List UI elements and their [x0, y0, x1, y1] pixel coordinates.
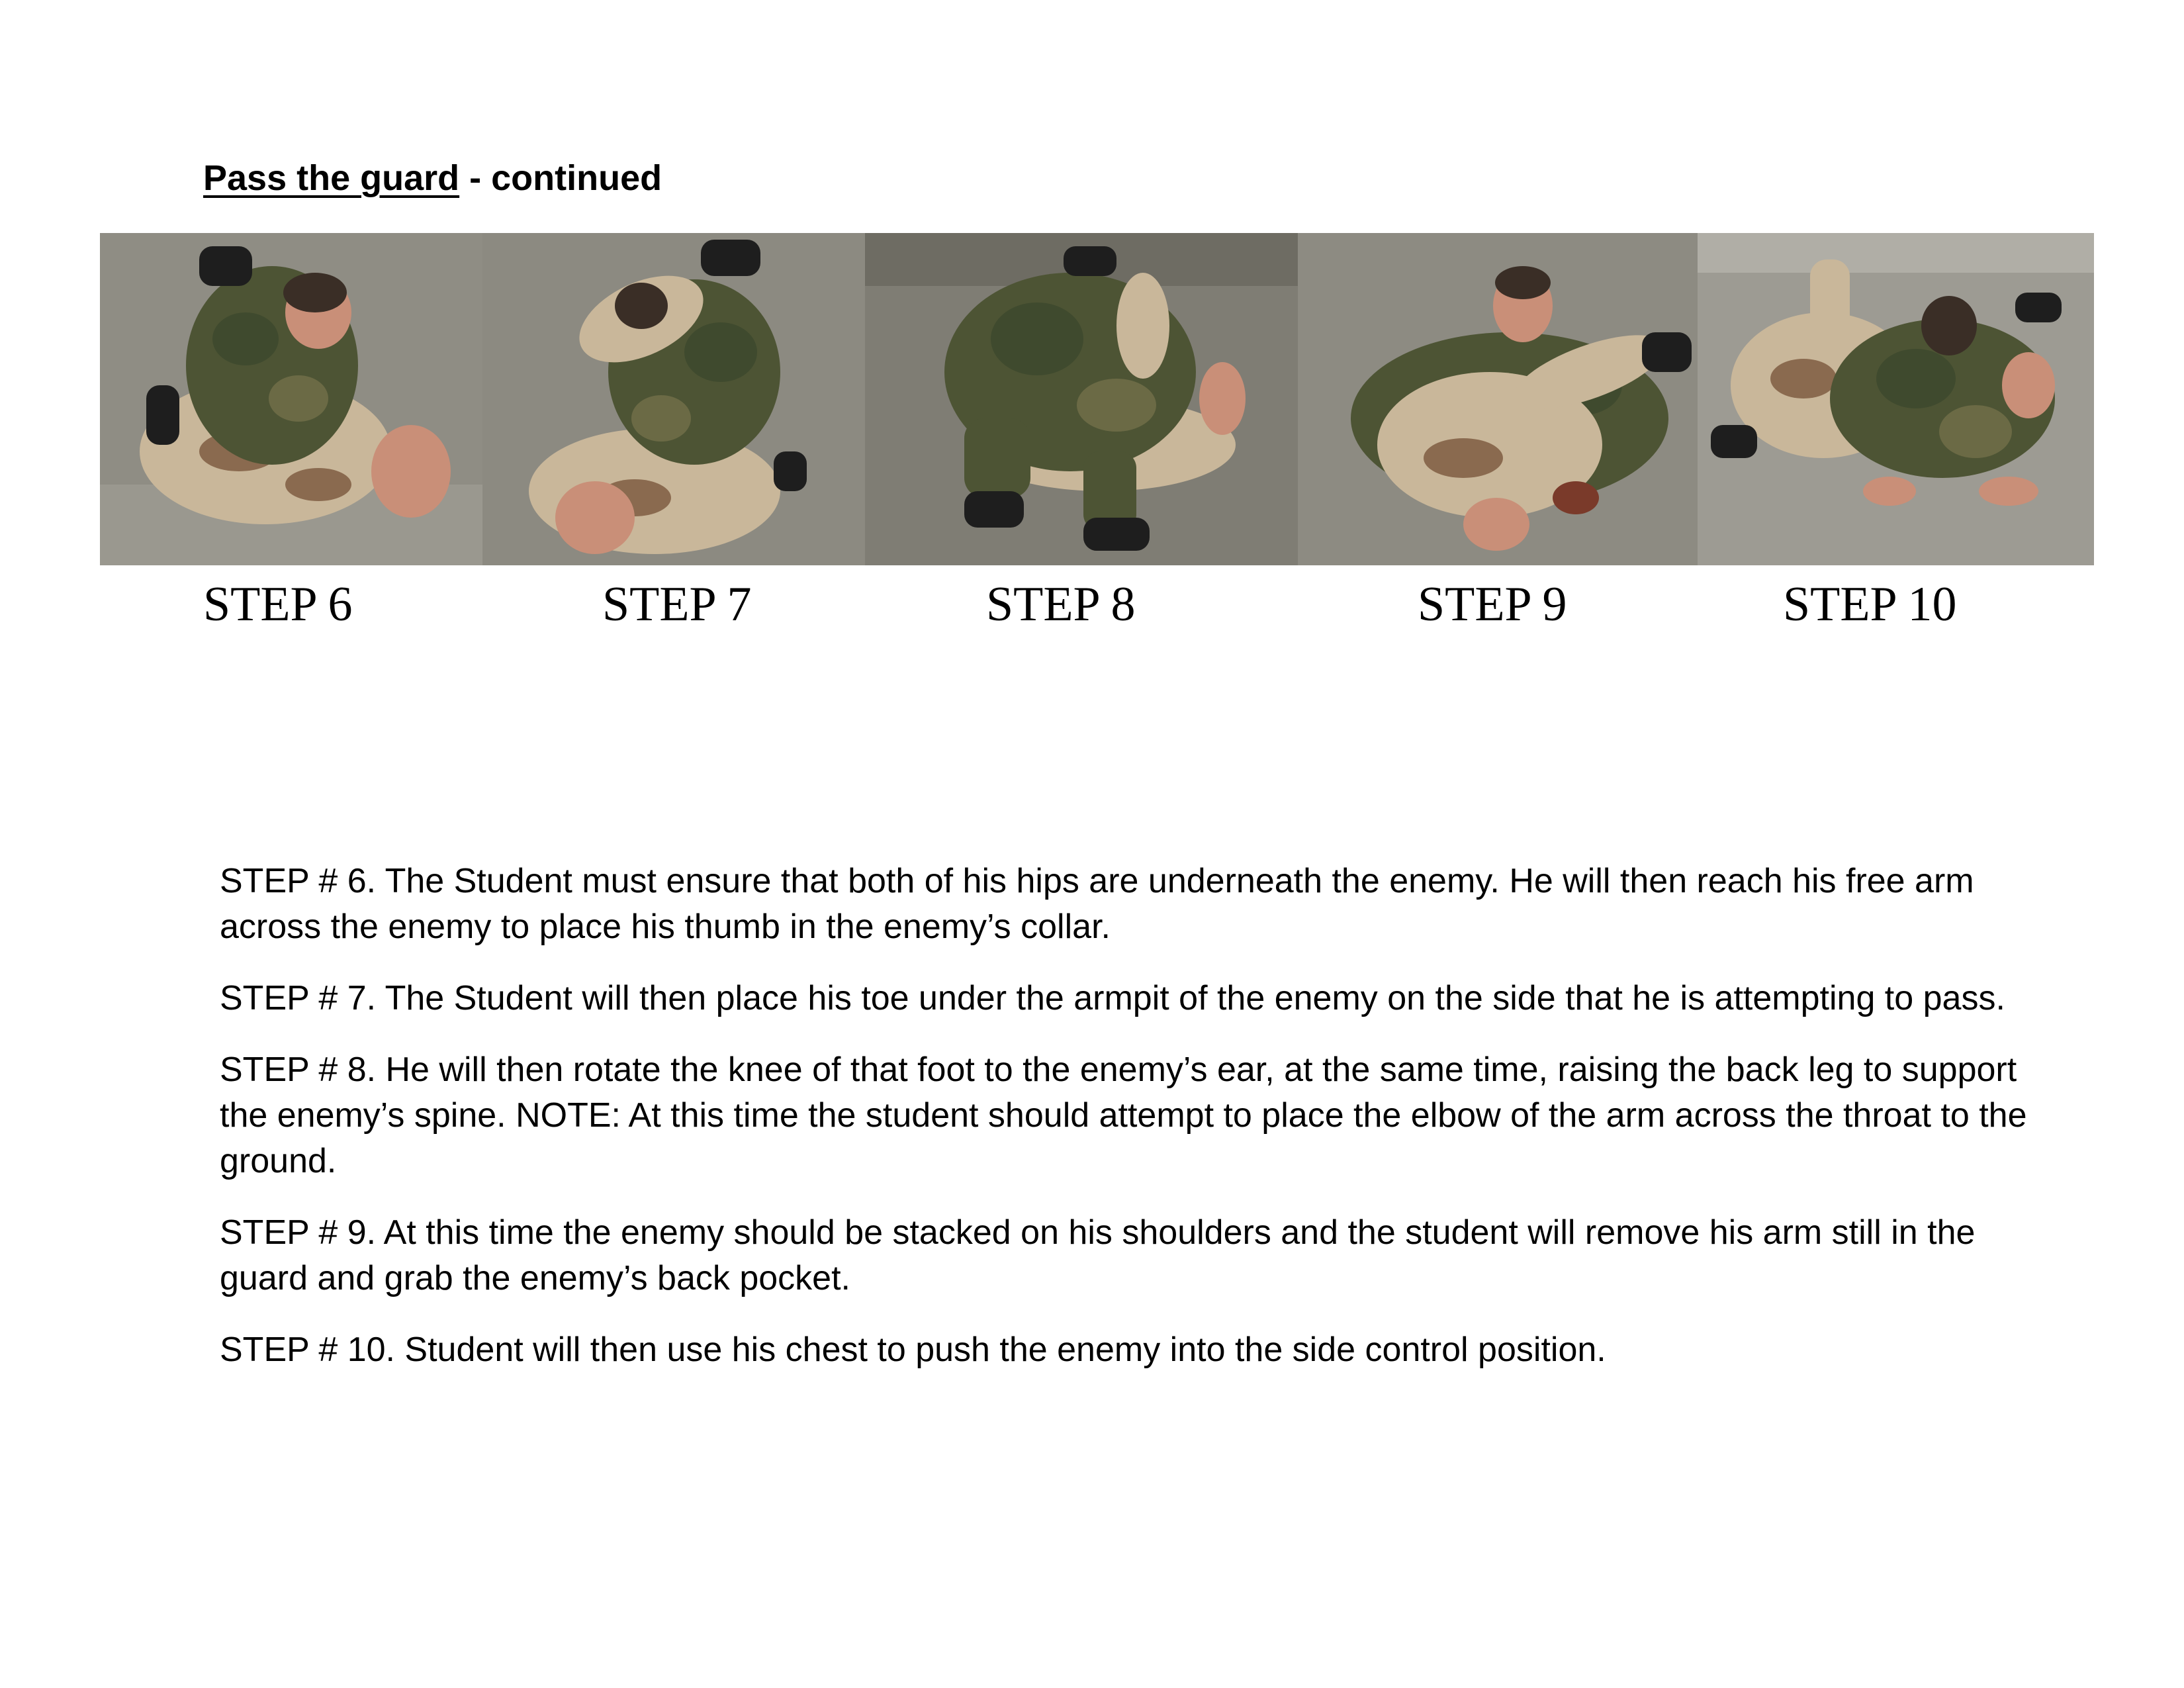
grappling-photo-step-10 [1698, 233, 2094, 565]
instruction-step-6: STEP # 6. The Student must ensure that both of his hips are underneath the enemy. He will then reach his free arm across the enemy to place his thumb in the enemy’s collar. [220, 862, 1974, 946]
instruction-step-8: STEP # 8. He will then rotate the knee of that foot to the enemy’s ear, at the same time, raising the back leg to support the enemy’s spine. NOTE: At this time the student should attempt to place the elbow of the arm across the throat to the ground. [220, 1051, 2027, 1180]
grappling-photo-step-7 [482, 233, 865, 565]
page-title [203, 160, 662, 196]
instruction-step-10: STEP # 10. Student will then use his chest to push the enemy into the side control position. [220, 1331, 1606, 1369]
grappling-photo-step-6 [100, 233, 482, 565]
instruction-step-7: STEP # 7. The Student will then place his toe under the armpit of the enemy on the side that he is attempting to pass. [220, 979, 2005, 1017]
instructions-body [220, 859, 2060, 1399]
instruction-step-9: STEP # 9. At this time the enemy should be stacked on his shoulders and the student will remove his arm still in the guard and grab the enemy’s back pocket. [220, 1213, 1976, 1297]
grappling-photo-step-8 [865, 233, 1298, 565]
grappling-photo-step-9 [1298, 233, 1698, 565]
step-label-9: STEP 9 [1418, 577, 1567, 632]
step-label-6: STEP 6 [203, 577, 353, 632]
step-label-7: STEP 7 [602, 577, 752, 632]
page-title-suffix: - continued [459, 158, 662, 198]
photo-strip [100, 233, 2094, 565]
page-title-underlined: Pass the guard [203, 158, 460, 198]
step-label-10: STEP 10 [1783, 577, 1957, 632]
step-label-8: STEP 8 [986, 577, 1136, 632]
